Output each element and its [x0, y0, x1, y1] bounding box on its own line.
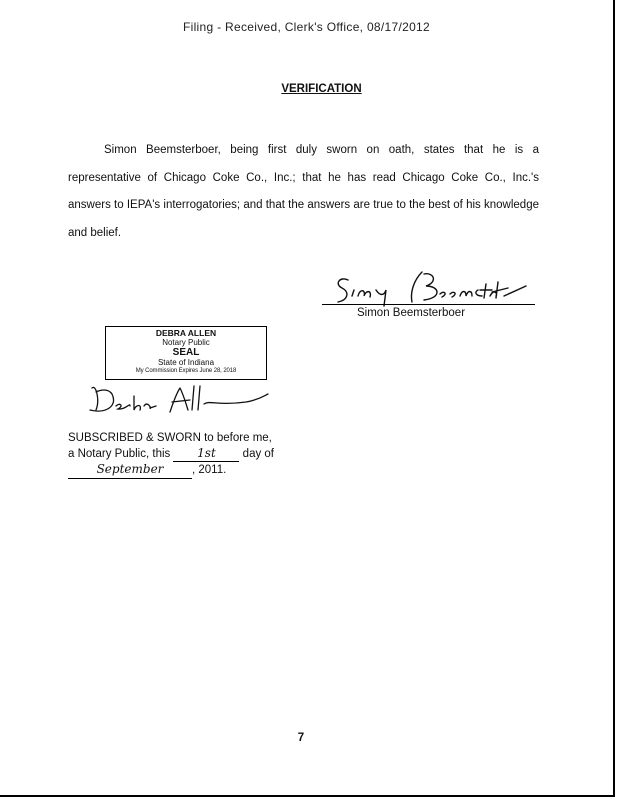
seal-notary-name: DEBRA ALLEN — [155, 328, 217, 338]
day-handwritten: 1st — [197, 445, 216, 460]
jurat-line-2-prefix: a Notary Public, this — [68, 447, 171, 460]
verification-paragraph: Simon Beemsterboer, being first duly sworn on oath, states that he is a representative of Chicago Coke Co., Inc.; that he has read Chicago Coke Co., Inc.'s answers to IEPA's interrogatories; and that the answers are true to the best of his knowledge and belief. — [68, 144, 539, 240]
page-border-right — [613, 0, 615, 796]
signature-line — [322, 304, 535, 305]
jurat-line-1: SUBSCRIBED & SWORN to before me, — [68, 432, 272, 444]
page-border-bottom — [0, 795, 615, 797]
filing-header: Filing - Received, Clerk's Office, 08/17/2012 — [182, 20, 430, 34]
seal-role: Notary Public — [162, 338, 210, 347]
notary-signature — [86, 380, 270, 416]
jurat-year: , 2011. — [192, 464, 227, 476]
month-blank — [68, 462, 192, 479]
day-blank — [173, 446, 239, 463]
month-handwritten: September — [96, 462, 164, 476]
page-number: 7 — [297, 732, 305, 744]
seal-state: State of Indiana — [157, 358, 215, 367]
jurat-line-3 — [68, 462, 274, 479]
notary-seal-stamp — [105, 326, 267, 380]
jurat-line-2 — [68, 446, 274, 463]
signer-signature — [330, 266, 535, 308]
document-title: VERIFICATION — [281, 83, 362, 95]
seal-word: SEAL — [172, 347, 200, 358]
seal-commission: My Commission Expires June 28, 2018 — [135, 368, 237, 374]
jurat-block — [68, 431, 274, 479]
jurat-line-2-suffix: day of — [242, 447, 274, 460]
signer-printed-name: Simon Beemsterboer — [357, 307, 466, 319]
verification-body — [68, 137, 539, 248]
